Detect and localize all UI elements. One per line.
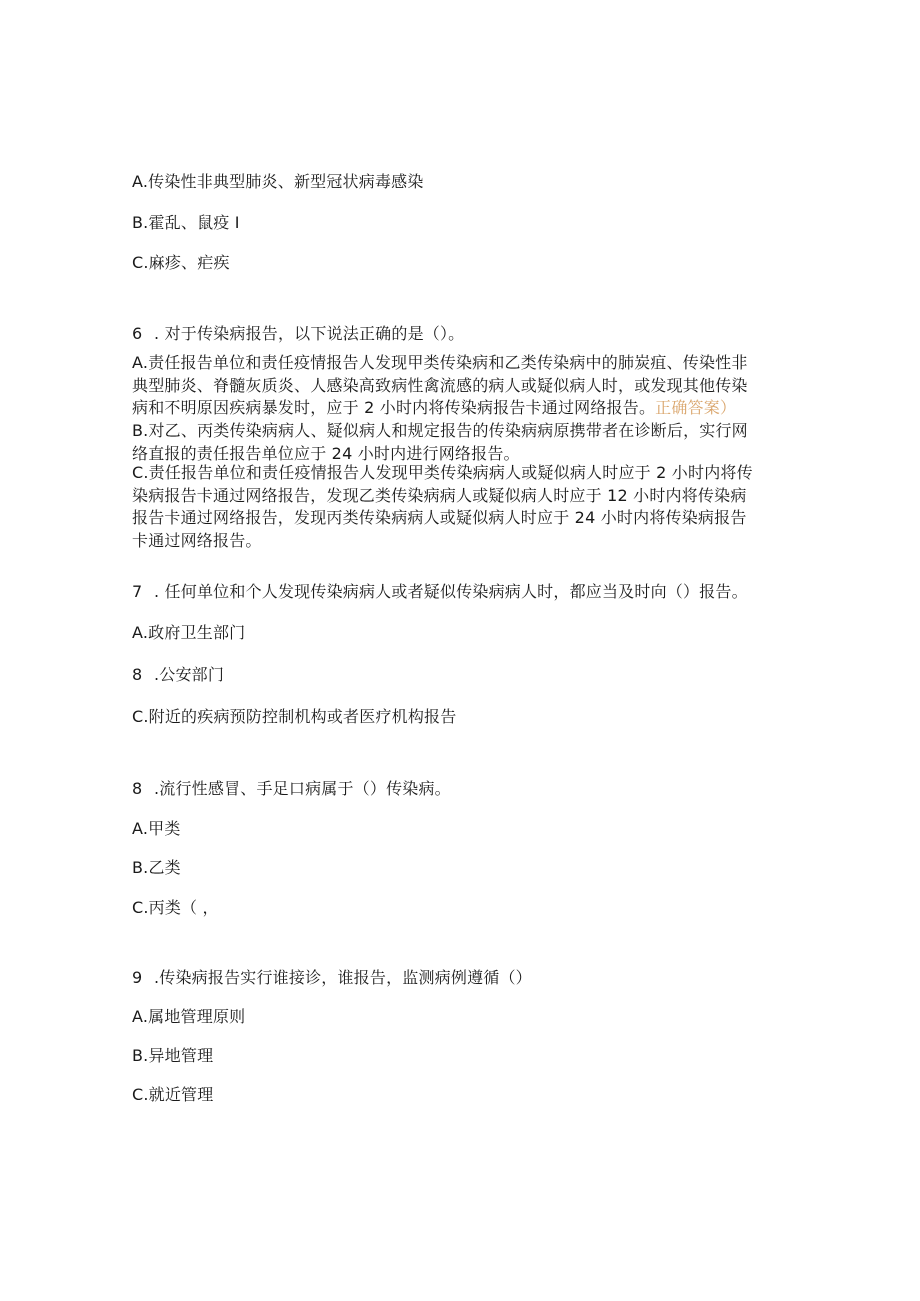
q7-option-a: A.政府卫生部门 (132, 623, 246, 642)
q6-question (132, 323, 464, 345)
q9-number: 9 (132, 968, 143, 987)
q9-question (132, 967, 532, 989)
q6-option-c-line-4: 卡通过网络报告。 (132, 531, 262, 551)
q7-option-c: C.附近的疾病预防控制机构或者医疗机构报告 (132, 707, 457, 726)
q9-option-a: A.属地管理原则 (132, 1007, 246, 1026)
q6-option-c-line-1: C.责任报告单位和责任疫情报告人发现甲类传染病病人或疑似病人时应于 2 小时内将传 (132, 463, 753, 482)
q7-option-b-text: .公安部门 (154, 665, 225, 684)
q6-option-a (132, 352, 792, 420)
q8-option-a: A.甲类 (132, 819, 181, 838)
q6-option-a-line-2: 典型肺炎、脊髓灰质炎、人感染高致病性禽流感的病人或疑似病人时，或发现其他传染 (132, 375, 748, 395)
q6-number: 6 (132, 324, 143, 343)
q5-option-a: A.传染性非典型肺炎、新型冠状病毒感染 (132, 172, 424, 191)
q7-text: . 任何单位和个人发现传染病病人或者疑似传染病病人时，都应当及时向（）报告。 (154, 582, 748, 601)
q6-option-a-line-1: A.责任报告单位和责任疫情报告人发现甲类传染病和乙类传染病中的肺炭疽、传染性非 (132, 353, 748, 372)
q6-text: . 对于传染病报告，以下说法正确的是（）。 (154, 324, 465, 343)
q6-option-b-line-2: 络直报的责任报告单位应于 24 小时内进行网络报告。 (132, 443, 520, 463)
q9-option-b: B.异地管理 (132, 1046, 214, 1065)
q6-option-c-line-2: 染病报告卡通过网络报告，发现乙类传染病病人或疑似病人时应于 12 小时内将传染病 (132, 485, 747, 505)
q8-number: 8 (132, 779, 143, 798)
q6-option-c (132, 462, 792, 553)
q7-option-b-number: 8 (132, 665, 143, 684)
q7-option-b (132, 664, 224, 686)
q9-text: .传染病报告实行谁接诊，谁报告，监测病例遵循（） (154, 968, 532, 987)
q5-option-b: B.霍乱、鼠疫 I (132, 213, 240, 232)
q6-option-b (132, 420, 792, 465)
q9-option-c: C.就近管理 (132, 1085, 214, 1104)
q6-option-c-line-3: 报告卡通过网络报告，发现丙类传染病病人或疑似病人时应于 24 小时内将传染病报告 (132, 508, 747, 528)
q5-option-c: C.麻疹、疟疾 (132, 253, 230, 272)
q8-text: .流行性感冒、手足口病属于（）传染病。 (154, 779, 451, 798)
q8-option-b: B.乙类 (132, 858, 181, 877)
q7-question (132, 581, 748, 603)
q6-option-b-line-1: B.对乙、丙类传染病病人、疑似病人和规定报告的传染病病原携带者在诊断后，实行网 (132, 421, 748, 440)
q7-number: 7 (132, 582, 143, 601)
q6-option-a-line-3: 病和不明原因疾病暴发时，应于 2 小时内将传染病报告卡通过网络报告。 (132, 398, 656, 418)
q8-question (132, 778, 451, 800)
correct-answer-note: 正确答案） (655, 398, 737, 418)
q8-option-c: C.丙类（ ， (132, 898, 219, 917)
